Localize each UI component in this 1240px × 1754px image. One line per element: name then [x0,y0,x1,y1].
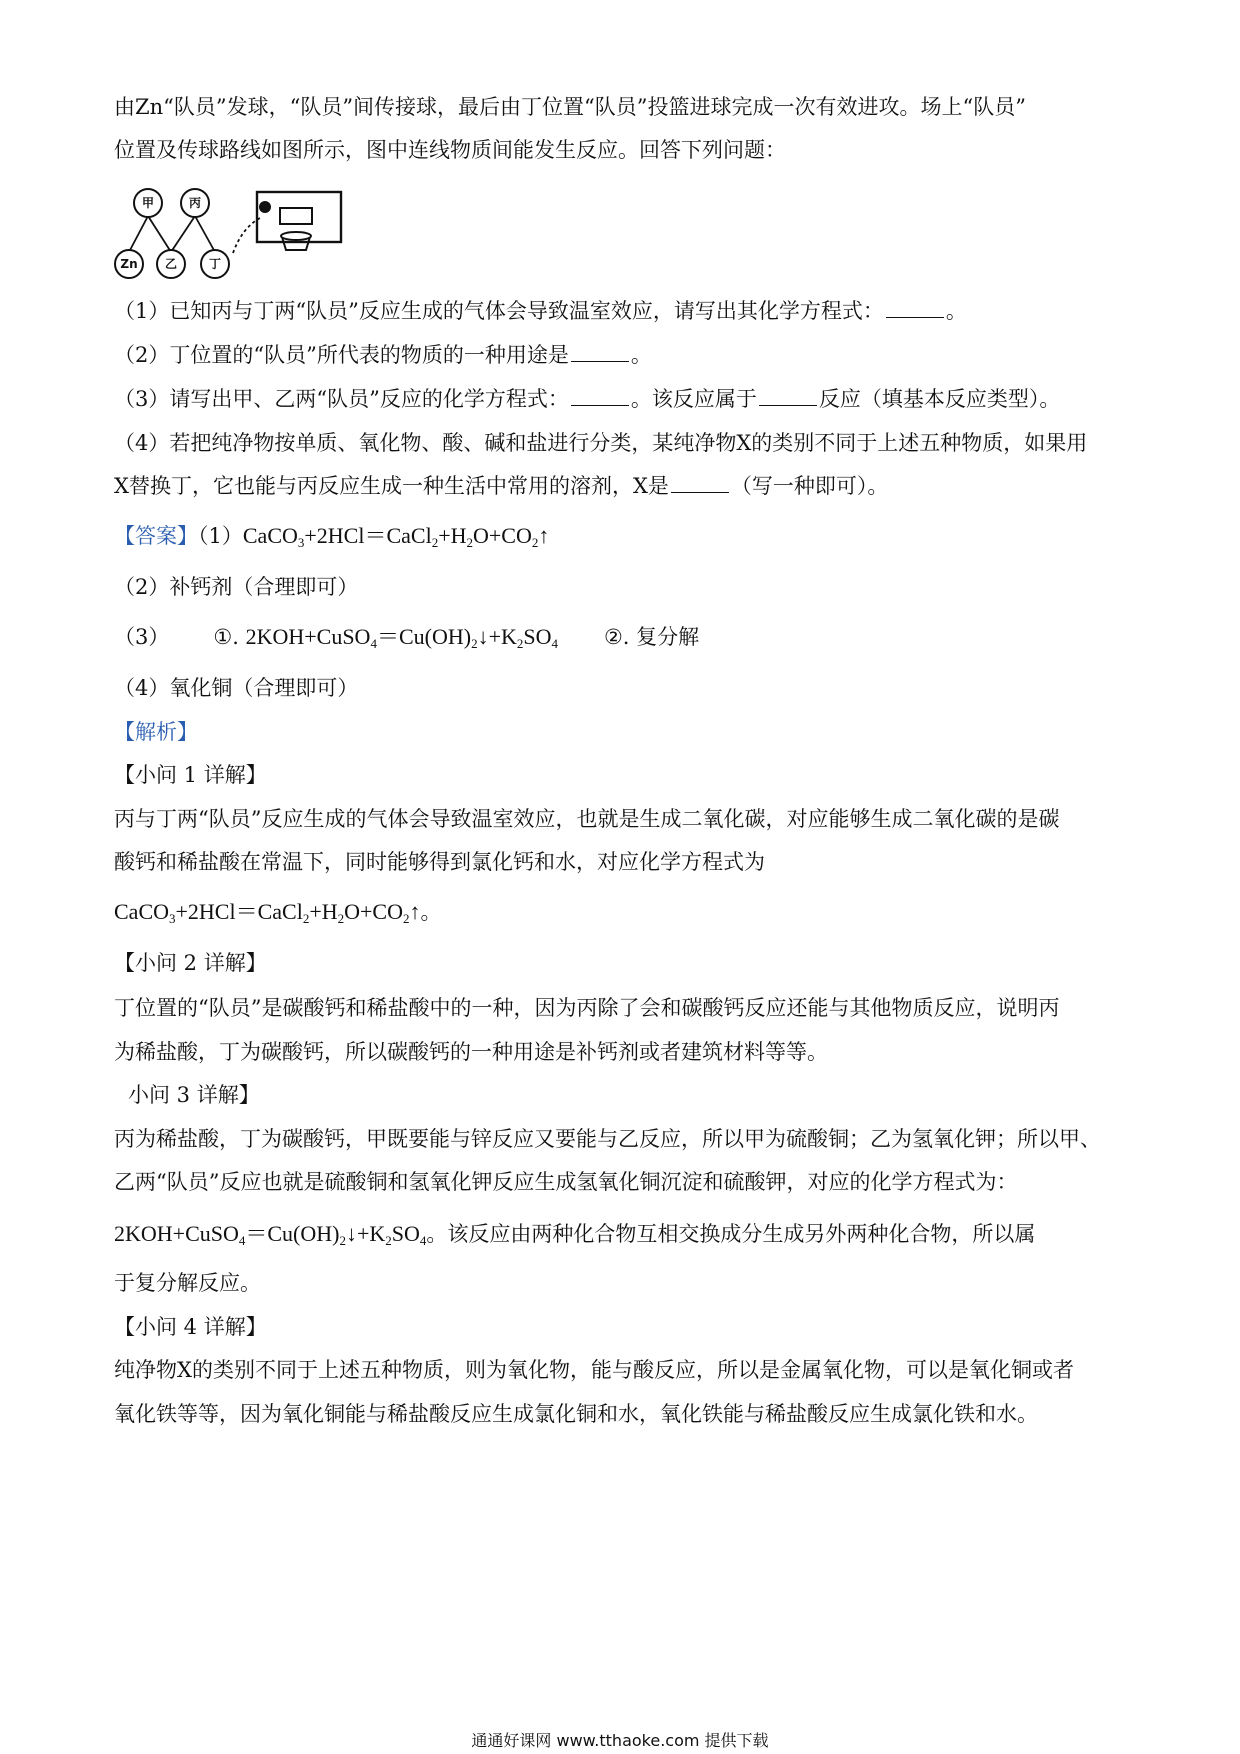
blank [571,387,629,406]
node-ding-label: 丁 [208,257,222,271]
analysis-2-line-2: 为稀盐酸，丁为碳酸钙，所以碳酸钙的一种用途是补钙剂或者建筑材料等等。 [114,1040,828,1064]
sub-question-3-title: 小问 3 详解】 [128,1083,260,1107]
answer-label: 【答案】 [114,524,198,548]
analysis-3-line-1: 丙为稀盐酸，丁为碳酸钙，甲既要能与锌反应又要能与乙反应，所以甲为硫酸铜；乙为氢氧化钾；所以甲、 [114,1127,1101,1151]
backboard [257,192,341,242]
intro-line-1: 由Zn“队员”发球，“队员”间传接球，最后由丁位置“队员”投篮进球完成一次有效进攻。场上“队员” [114,95,1026,119]
analysis-4-line-2: 氧化铁等等，因为氧化铜能与稀盐酸反应生成氯化铜和水，氧化铁能与稀盐酸反应生成氯化铁和水。 [114,1402,1038,1426]
sub-question-1-title: 【小问 1 详解】 [114,763,267,787]
answer-1-num: （1） [198,524,243,548]
link-bing-ding [195,216,215,252]
link-jia-yi [148,216,171,252]
analysis-4-line-1: 纯净物X的类别不同于上述五种物质，则为氧化物，能与酸反应，所以是金属氧化物，可以是氧化铜或者 [114,1358,1074,1382]
question-4-text: X替换丁，它也能与丙反应生成一种生活中常用的溶剂，X是 [114,474,669,498]
answer-1 [114,521,1128,551]
backboard-square [280,208,312,224]
analysis-3-line-4: 于复分解反应。 [114,1271,261,1295]
question-4-line-2 [114,471,1128,501]
analysis-3-line-3: $2KOH+CuSO_4=Cu(OH)_2↓+K_2SO_4$。该反应由两种化合物互相交换成分生成另外两种化合物，所以属 [114,1221,1036,1248]
question-1 [114,296,1128,326]
link-bing-yi [171,216,195,252]
blank [671,474,729,493]
sub-question-4-title: 【小问 4 详解】 [114,1315,267,1339]
answer-3-mark-1: ①. [213,625,239,649]
analysis-label: 【解析】 [114,720,198,744]
node-zn-label: Zn [120,257,138,271]
link-jia-zn [129,216,148,252]
blank [571,343,629,362]
question-2 [114,340,1128,370]
blank [886,299,944,318]
question-1-end: 。 [945,299,967,323]
analysis-1-line-1: 丙与丁两“队员”反应生成的气体会导致温室效应，也就是生成二氧化碳，对应能够生成二氧化碳的是碳 [114,807,1060,831]
relay-diagram [116,196,348,282]
analysis-1-equation: $CaCO_3+2HCl=CaCl_2+H_2O+CO_2↑$。 [114,899,442,926]
equation-caco3-hcl: $CaCO_3+2HCl=CaCl_2+H_2O+CO_2↑$ [242,523,550,550]
question-2-end: 。 [630,343,652,367]
question-2-text: （2）丁位置的“队员”所代表的物质的一种用途是 [114,343,569,367]
answer-2: （2）补钙剂（合理即可） [114,575,359,599]
question-4-end: （写一种即可）。 [730,474,889,498]
question-4-line-1: （4）若把纯净物按单质、氧化物、酸、碱和盐进行分类，某纯净物X的类别不同于上述五种物质，如果用 [114,431,1088,455]
node-yi-label: 乙 [164,257,178,271]
analysis-1-line-2: 酸钙和稀盐酸在常温下，同时能够得到氯化钙和水，对应化学方程式为 [114,850,765,874]
blank [759,387,817,406]
question-3 [114,384,1128,414]
hoop [281,232,311,240]
answer-4: （4）氧化铜（合理即可） [114,676,359,700]
intro-line-2: 位置及传球路线如图所示，图中连线物质间能发生反应。回答下列问题： [114,138,786,162]
answer-3 [114,622,1128,652]
equation-koh-cuso4: $2KOH+CuSO_4=Cu(OH)_2↓+K_2SO_4$ [245,624,558,651]
equation-koh-cuso4: $2KOH+CuSO_4=Cu(OH)_2↓+K_2SO_4$ [114,1221,427,1248]
ball [259,201,271,213]
answer-3-num: （3） [114,625,170,649]
equation-caco3-hcl: $CaCO_3+2HCl=CaCl_2+H_2O+CO_2↑$ [114,899,421,926]
page-footer: 通通好课网 www.tthaoke.com 提供下载 [471,1731,769,1750]
analysis-3-line-2: 乙两“队员”反应也就是硫酸铜和氢氧化钾反应生成氢氧化铜沉淀和硫酸钾，对应的化学方程式为： [114,1170,1018,1194]
answer-3-mark-2: ②. 复分解 [603,625,700,649]
question-1-text: （1）已知丙与丁两“队员”反应生成的气体会导致温室效应，请写出其化学方程式： [114,299,884,323]
sub-question-2-title: 【小问 2 详解】 [114,951,267,975]
question-3-text: （3）请写出甲、乙两“队员”反应的化学方程式： [114,387,569,411]
question-3-end: 反应（填基本反应类型）。 [818,387,1061,411]
analysis-2-line-1: 丁位置的“队员”是碳酸钙和稀盐酸中的一种，因为丙除了会和碳酸钙反应还能与其他物质反应，说明丙 [114,996,1060,1020]
question-3-mid: 。该反应属于 [630,387,757,411]
node-bing-label: 丙 [188,196,202,210]
node-jia-label: 甲 [141,196,155,210]
